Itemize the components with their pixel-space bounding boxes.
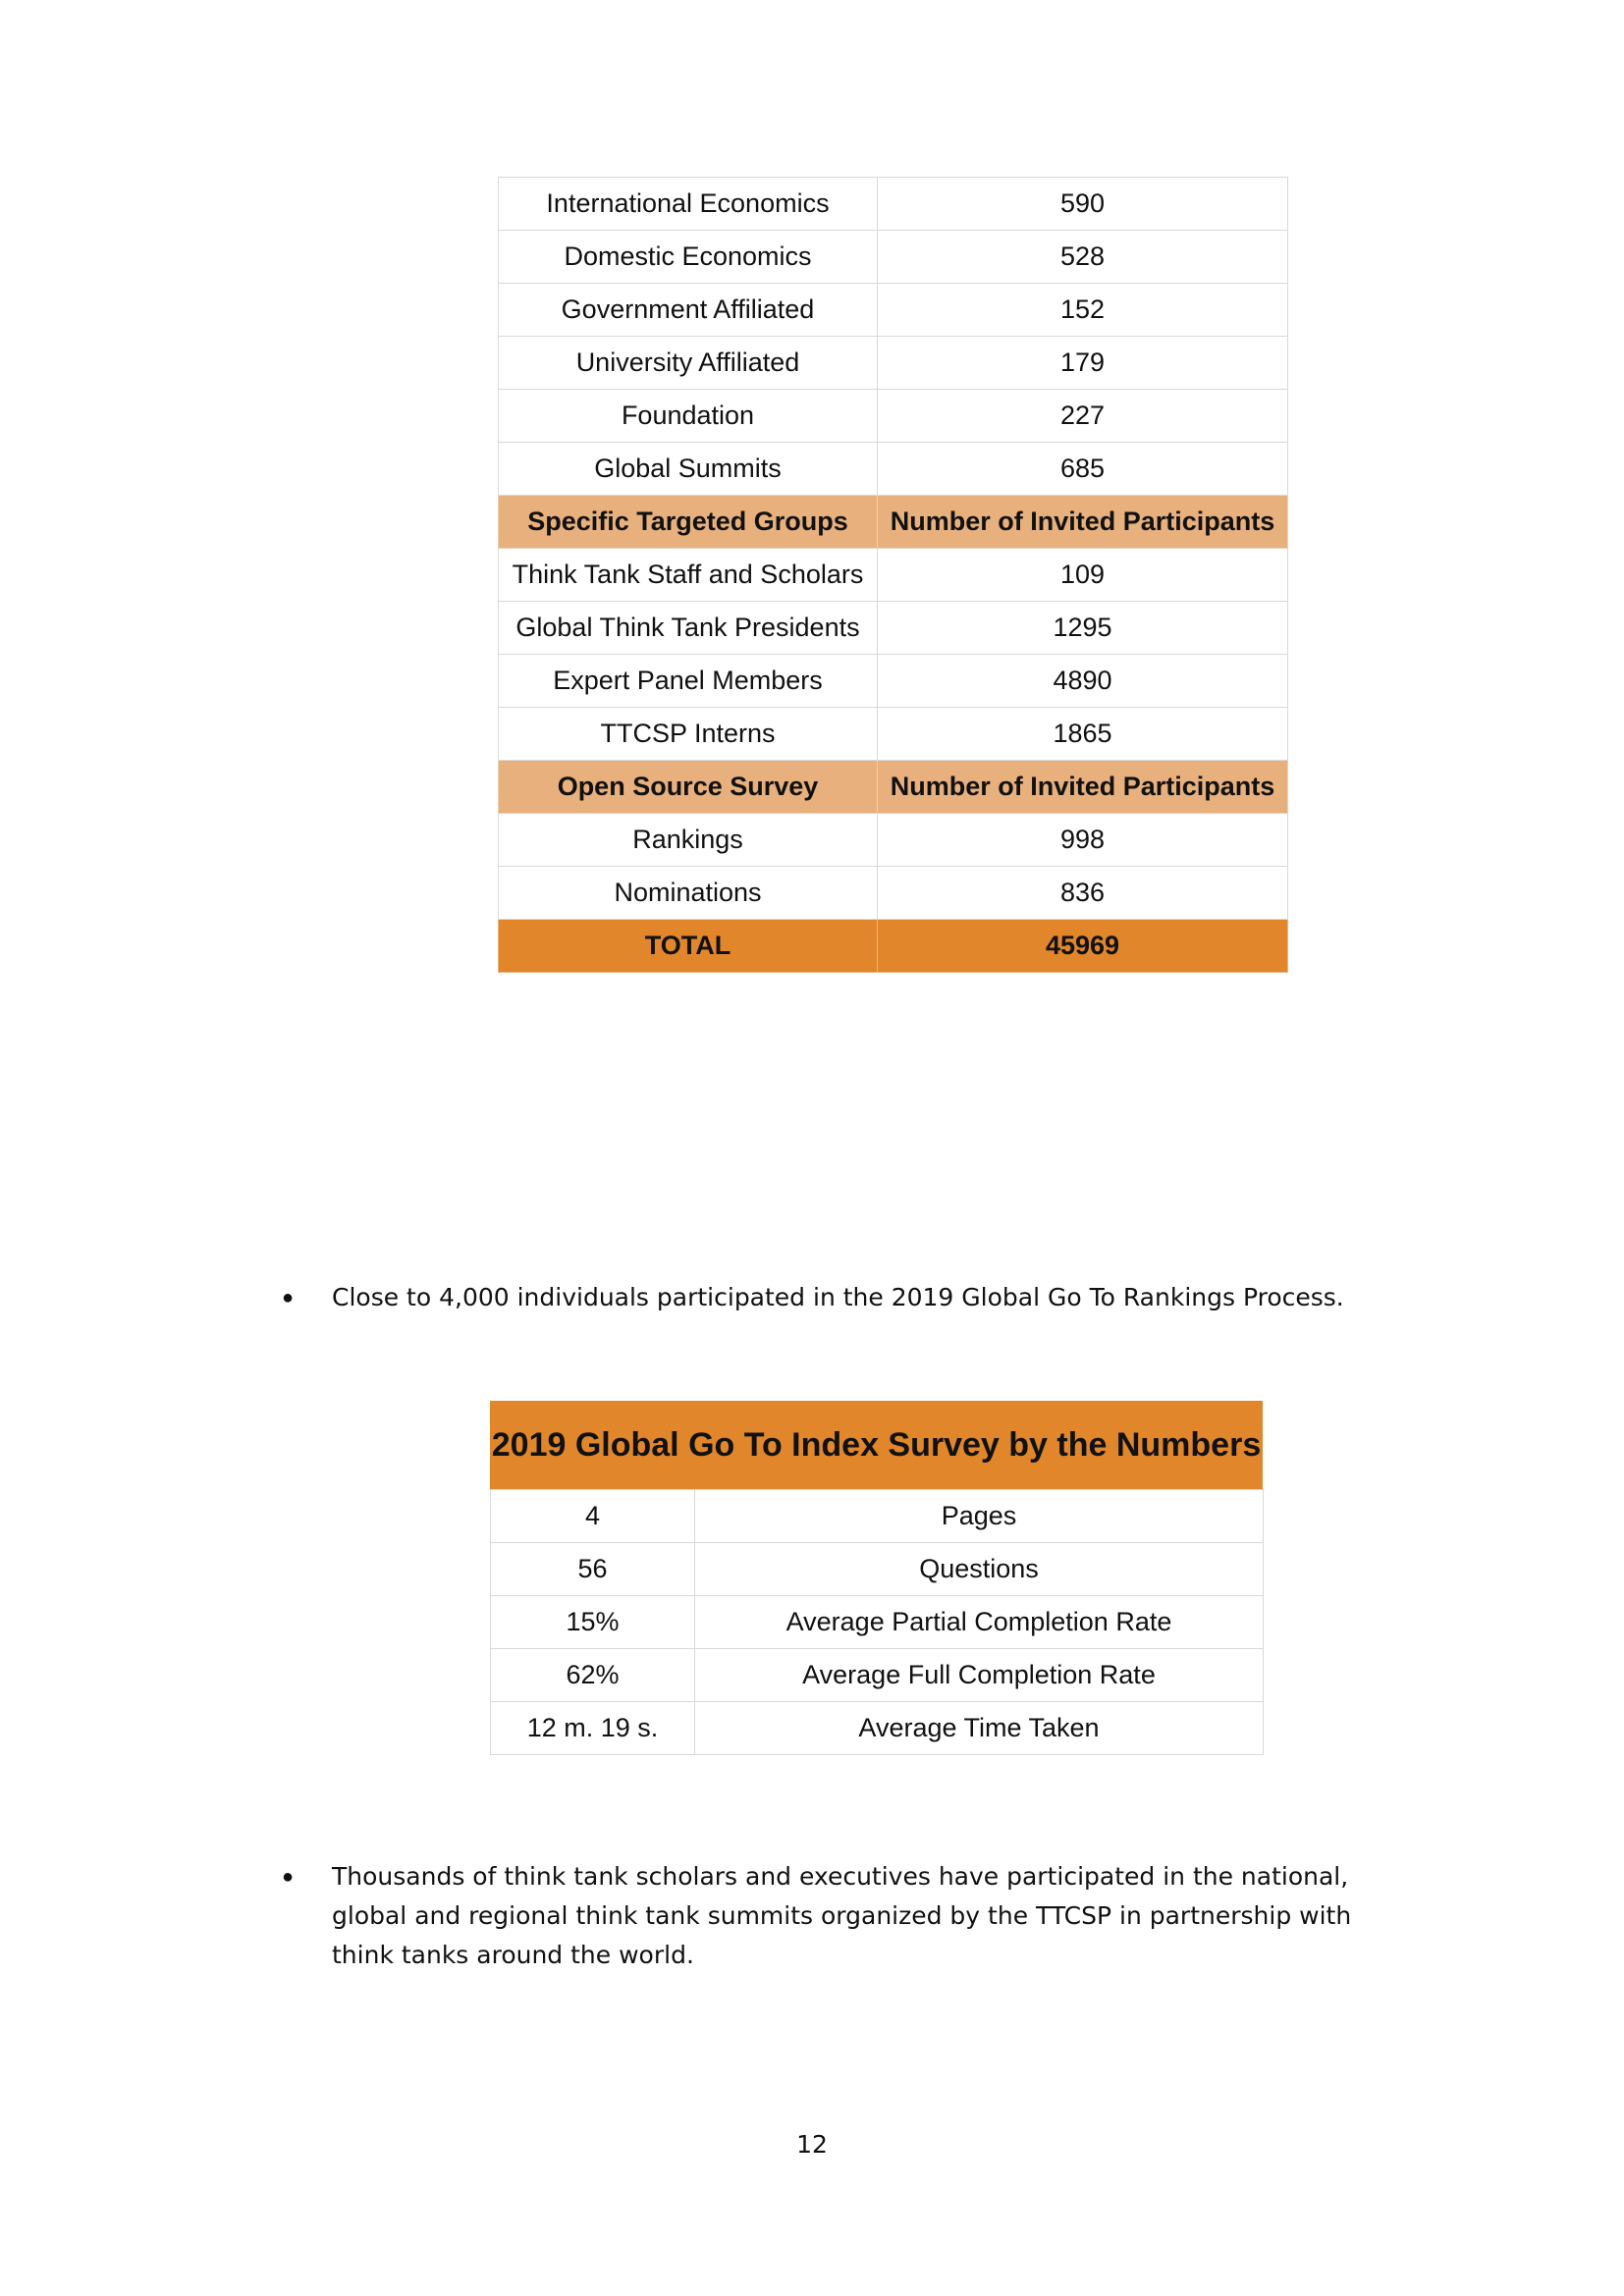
table-row bbox=[499, 867, 1288, 920]
survey-label: Average Full Completion Rate bbox=[695, 1649, 1264, 1702]
table-row bbox=[499, 284, 1288, 337]
table-row bbox=[499, 178, 1288, 231]
row-value: 179 bbox=[878, 337, 1288, 390]
survey-value: 62% bbox=[491, 1649, 695, 1702]
table-row bbox=[499, 337, 1288, 390]
row-value: 528 bbox=[878, 231, 1288, 284]
row-label: Think Tank Staff and Scholars bbox=[499, 549, 878, 602]
bullet-dot: ● bbox=[282, 1866, 295, 1888]
table-row bbox=[499, 549, 1288, 602]
section-header-row bbox=[499, 761, 1288, 814]
survey-value: 12 m. 19 s. bbox=[491, 1702, 695, 1755]
row-value: 998 bbox=[878, 814, 1288, 867]
total-row bbox=[499, 920, 1288, 973]
table-row bbox=[499, 390, 1288, 443]
row-label: TTCSP Interns bbox=[499, 708, 878, 761]
bullet-text-summits: Thousands of think tank scholars and executives have participated in the national, global and regional think tank summits organized by the TTCSP in partnership with think tanks around the world. bbox=[332, 1862, 1352, 1969]
section-header-value: Number of Invited Participants bbox=[878, 761, 1288, 814]
table-row bbox=[491, 1596, 1264, 1649]
row-value: 152 bbox=[878, 284, 1288, 337]
row-value: 685 bbox=[878, 443, 1288, 496]
survey-table-title: 2019 Global Go To Index Survey by the Numbers bbox=[490, 1401, 1263, 1489]
total-label: TOTAL bbox=[499, 920, 878, 973]
row-value: 1865 bbox=[878, 708, 1288, 761]
table-row bbox=[491, 1702, 1264, 1755]
total-value: 45969 bbox=[878, 920, 1288, 973]
row-value: 227 bbox=[878, 390, 1288, 443]
table-row bbox=[499, 708, 1288, 761]
row-label: International Economics bbox=[499, 178, 878, 231]
survey-label: Average Time Taken bbox=[695, 1702, 1264, 1755]
table-row bbox=[491, 1543, 1264, 1596]
row-label: Rankings bbox=[499, 814, 878, 867]
survey-value: 15% bbox=[491, 1596, 695, 1649]
row-value: 1295 bbox=[878, 602, 1288, 655]
row-label: Global Summits bbox=[499, 443, 878, 496]
section-header-label: Open Source Survey bbox=[499, 761, 878, 814]
section-header-label: Specific Targeted Groups bbox=[499, 496, 878, 549]
row-label: University Affiliated bbox=[499, 337, 878, 390]
row-label: Domestic Economics bbox=[499, 231, 878, 284]
survey-numbers-table bbox=[490, 1401, 1263, 1755]
row-label: Government Affiliated bbox=[499, 284, 878, 337]
table-row bbox=[499, 443, 1288, 496]
row-label: Global Think Tank Presidents bbox=[499, 602, 878, 655]
survey-value: 4 bbox=[491, 1490, 695, 1543]
table-row bbox=[499, 602, 1288, 655]
survey-label: Average Partial Completion Rate bbox=[695, 1596, 1264, 1649]
row-label: Nominations bbox=[499, 867, 878, 920]
survey-label: Pages bbox=[695, 1490, 1264, 1543]
survey-table-body bbox=[490, 1489, 1264, 1755]
row-value: 4890 bbox=[878, 655, 1288, 708]
bullet-text-participation: Close to 4,000 individuals participated in the 2019 Global Go To Rankings Process. bbox=[332, 1283, 1344, 1311]
table-row bbox=[491, 1490, 1264, 1543]
bullet-dot: ● bbox=[282, 1287, 295, 1308]
survey-value: 56 bbox=[491, 1543, 695, 1596]
table-row bbox=[499, 231, 1288, 284]
row-value: 836 bbox=[878, 867, 1288, 920]
row-label: Foundation bbox=[499, 390, 878, 443]
table-row bbox=[499, 655, 1288, 708]
section-header-value: Number of Invited Participants bbox=[878, 496, 1288, 549]
table-row bbox=[491, 1649, 1264, 1702]
row-value: 590 bbox=[878, 178, 1288, 231]
page-number: 12 bbox=[796, 2130, 828, 2159]
row-value: 109 bbox=[878, 549, 1288, 602]
row-label: Expert Panel Members bbox=[499, 655, 878, 708]
table-row bbox=[499, 814, 1288, 867]
section-header-row bbox=[499, 496, 1288, 549]
survey-label: Questions bbox=[695, 1543, 1264, 1596]
invited-participants-table bbox=[498, 177, 1288, 973]
